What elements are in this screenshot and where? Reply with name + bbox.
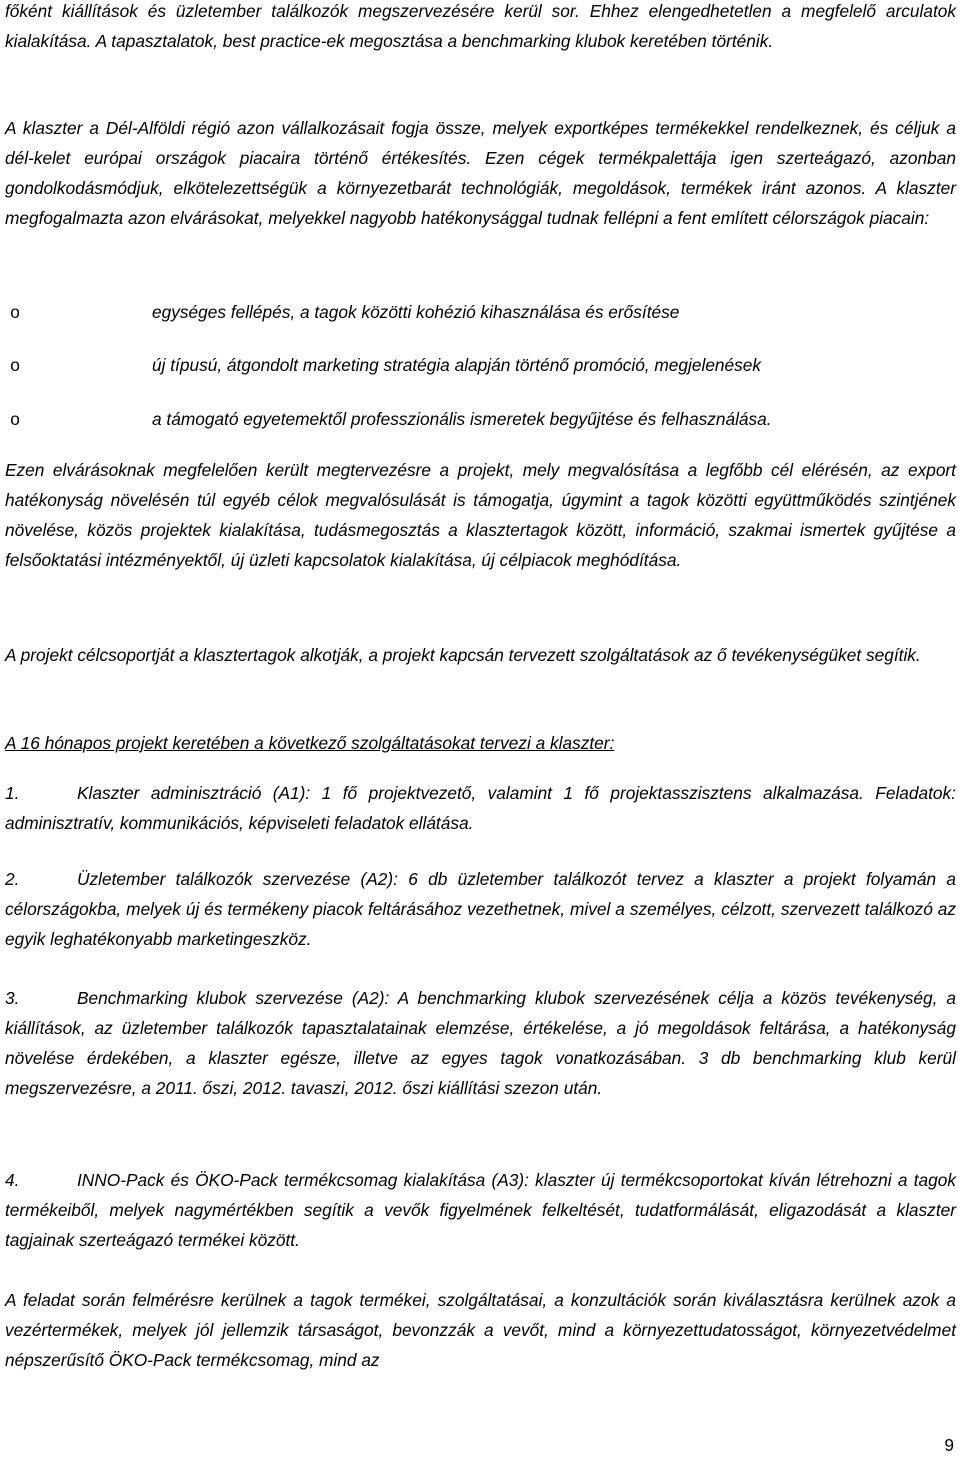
bullet-item [5, 350, 956, 380]
service-item-text: Üzletember találkozók szervezése (A2): 6 db üzletember találkozót tervez a klaszter a projekt folyamán a célországokba, melyek új és termékeny piacok feltárásához vezethetnek, mivel a személyes, célzott, szervezett találkozó az egyik leghatékonyabb marketingeszköz. [5, 869, 956, 949]
bullet-marker: o [10, 409, 20, 429]
service-item [5, 778, 956, 838]
bullet-text: egységes fellépés, a tagok közötti kohézió kihasználása és erősítése [152, 302, 680, 322]
bullet-item [5, 404, 956, 434]
service-item-text: Klaszter adminisztráció (A1): 1 fő projektvezető, valamint 1 fő projektasszisztens alkalmazása. Feladatok: adminisztratív, kommunikációs, képviseleti feladatok ellátása. [5, 783, 956, 833]
bullet-marker: o [10, 355, 20, 375]
bullet-item [5, 297, 956, 327]
page-number: 9 [944, 1435, 954, 1455]
service-item-number: 4. [5, 1170, 20, 1190]
bullet-marker: o [10, 302, 20, 322]
bullet-text: új típusú, átgondolt marketing stratégia alapján történő promóció, megjelenések [152, 355, 762, 375]
service-item-number: 2. [5, 869, 20, 889]
bullet-text: a támogató egyetemektől professzionális ismeretek begyűjtése és felhasználása. [152, 409, 772, 429]
paragraph-project-goals: Ezen elvárásoknak megfelelően került megtervezésre a projekt, mely megvalósítása a legfőbb cél elérésén, az export hatékonyság növelésén túl egyéb célok megvalósulását is támogatja, úgymint a tagok közötti együttműködés szintjének növelése, közös projektek kialakítása, tudásmegosztás a klasztertagok között, információ, szakmai ismertek gyűjtése a felsőoktatási intézményektől, új üzleti kapcsolatok kialakítása, új célpiacok meghódítása. [5, 460, 956, 570]
service-item [5, 983, 956, 1103]
paragraph-target-group: A projekt célcsoportját a klasztertagok alkotják, a projekt kapcsán tervezett szolgáltatások az ő tevékenységüket segítik. [5, 645, 921, 665]
paragraph-intro-continuation: főként kiállítások és üzletember találkozók megszervezésére kerül sor. Ehhez elengedhetetlen a megfelelő arculatok kialakítása. A tapasztalatok, best practice-ek megosztása a benchmarking klubok keretében történik. [5, 1, 956, 51]
paragraph-cluster-description: A klaszter a Dél-Alföldi régió azon vállalkozásait fogja össze, melyek exportképes termékekkel rendelkeznek, és céljuk a dél-kelet európai országok piacaira történő értékesítés. Ezen cégek termékpalettája igen szerteágazó, azonban gondolkodásmódjuk, elkötelezettségük a környezetbarát technológiák, megoldások, termékek iránt azonos. A klaszter megfogalmazta azon elvárásokat, melyekkel nagyobb hatékonysággal tudnak fellépni a fent említett célországok piacain: [5, 118, 956, 228]
service-item-number: 3. [5, 988, 20, 1008]
services-heading: A 16 hónapos projekt keretében a következő szolgáltatásokat tervezi a klaszter: [5, 733, 615, 753]
service-item-text: INNO-Pack és ÖKO-Pack termékcsomag kialakítása (A3): klaszter új termékcsoportokat kíván létrehozni a tagok termékeiből, melyek nagymértékben segítik a vevők figyelmének felkeltését, tudatformálását, eligazodását a klaszter tagjainak szerteágazó termékei között. [5, 1170, 956, 1250]
service-item-text: Benchmarking klubok szervezése (A2): A benchmarking klubok szervezésének célja a közös tevékenység, a kiállítások, az üzletember találkozók tapasztalatainak elemzése, értékelése, a jó megoldások feltárása, a hatékonyság növelése érdekében, a klaszter egésze, illetve az egyes tagok vonatkozásában. 3 db benchmarking klub kerül megszervezésre, a 2011. őszi, 2012. tavaszi, 2012. őszi kiállítási szezon után. [5, 988, 956, 1098]
service-item-number: 1. [5, 783, 20, 803]
paragraph-survey: A feladat során felmérésre kerülnek a tagok termékei, szolgáltatásai, a konzultációk során kiválasztásra kerülnek azok a vezértermékek, melyek jól jellemzik társaságot, bevonzzák a vevőt, mind a környezettudatosságot, környezetvédelmet népszerűsítő ÖKO-Pack termékcsomag, mind az [5, 1290, 956, 1370]
service-item [5, 864, 956, 954]
service-item [5, 1165, 956, 1255]
